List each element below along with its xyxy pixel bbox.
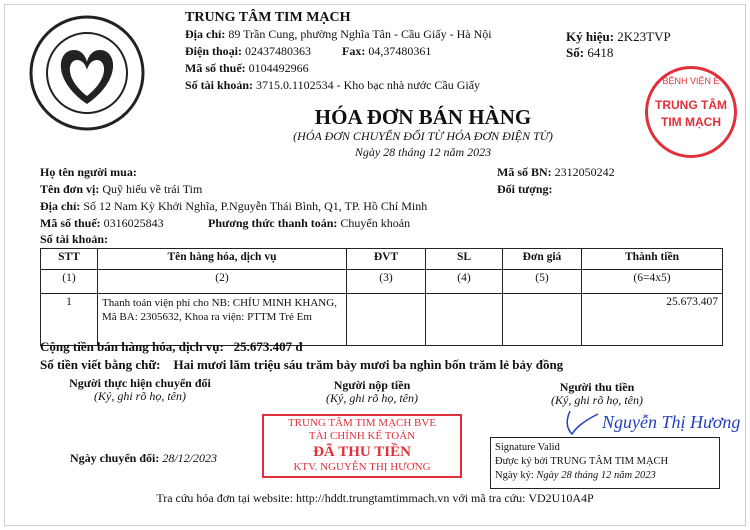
buyer-tax: 0316025843: [103, 216, 164, 230]
signer-payer: Người nộp tiền: [333, 378, 411, 392]
signer-receiver: Người thu tiền: [559, 380, 635, 394]
buyer-tax-label: Mã số thuế:: [40, 216, 101, 230]
object-label: Đối tượng:: [497, 182, 553, 196]
index-cell: (5): [503, 270, 582, 294]
signature-status: Signature Valid: [495, 442, 560, 453]
invoice-subtitle: (HÓA ĐƠN CHUYỂN ĐỔI TỪ HÓA ĐƠN ĐIỆN TỬ): [293, 129, 553, 143]
payment-method: Chuyển khoản: [340, 216, 411, 230]
index-cell: (3): [347, 270, 426, 294]
col-unit: ĐVT: [347, 249, 426, 270]
col-amount: Thành tiền: [582, 249, 723, 270]
index-cell: (2): [98, 270, 347, 294]
col-qty: SL: [426, 249, 503, 270]
signer-note: (Ký, ghi rõ họ, tên): [551, 393, 643, 408]
lookup-mid: với mã tra cứu:: [452, 491, 526, 505]
table-row: [41, 294, 723, 346]
seller-address: 89 Trần Cung, phường Nghĩa Tân - Cầu Giấy - Hà Nội: [228, 27, 492, 41]
words-label: Số tiền viết bằng chữ:: [40, 357, 161, 372]
invoice-date: Ngày 28 tháng 12 năm 2023: [354, 145, 492, 159]
signer-note: (Ký, ghi rõ họ, tên): [94, 389, 186, 404]
invoice-symbol: 2K23TVP: [617, 29, 671, 44]
conversion-label: Ngày chuyển đổi:: [70, 451, 160, 465]
unit-label: Tên đơn vị:: [40, 182, 100, 196]
buyer-unit: Quỹ hiếu về trái Tim: [102, 182, 203, 196]
seller-name: TRUNG TÂM TIM MẠCH: [185, 10, 351, 25]
col-desc: Tên hàng hóa, dịch vụ: [98, 249, 347, 270]
invoice-title: HÓA ĐƠN BÁN HÀNG: [314, 105, 532, 129]
buyer-address-label: Địa chỉ:: [40, 199, 81, 213]
number-label: Số:: [566, 45, 585, 60]
col-price: Đơn giá: [503, 249, 582, 270]
seller-fax: 04,37480361: [368, 44, 432, 58]
sign-date-label: Ngày ký:: [495, 470, 534, 482]
handwritten-signature: Nguyễn Thị Hương: [602, 412, 741, 432]
stamp-text: KTV. NGUYỄN THỊ HƯƠNG: [293, 461, 431, 474]
index-cell: (4): [426, 270, 503, 294]
signer-converter: Người thực hiện chuyển đổi: [69, 376, 211, 390]
address-label: Địa chỉ:: [185, 27, 226, 41]
col-stt: STT: [41, 249, 98, 270]
conversion-date: 28/12/2023: [162, 451, 218, 465]
phone-label: Điện thoại:: [185, 44, 242, 58]
seller-tax: 0104492966: [248, 61, 309, 75]
row-amount: 25.673.407: [582, 294, 723, 346]
row-stt: 1: [41, 294, 98, 346]
signer-note: (Ký, ghi rõ họ, tên): [326, 391, 418, 406]
row-desc: Thanh toán viện phí cho NB: CHÍU MINH KHANG, Mã BA: 2305632, Khoa ra viện: PTTM Trẻ Em: [98, 294, 347, 346]
digital-signature-box: [490, 437, 720, 489]
stamp-text: ĐÃ THU TIỀN: [313, 444, 411, 461]
buyer-name-label: Họ tên người mua:: [40, 165, 137, 179]
bn-label: Mã số BN:: [497, 165, 552, 179]
total-label: Cộng tiền bán hàng hóa, dịch vụ:: [40, 339, 224, 354]
row-qty: [426, 294, 503, 346]
tax-label: Mã số thuế:: [185, 61, 246, 75]
buyer-account-label: Số tài khoản:: [40, 232, 109, 246]
paid-stamp: [262, 414, 462, 478]
index-cell: (1): [41, 270, 98, 294]
sign-date: Ngày 28 tháng 12 năm 2023: [536, 470, 656, 482]
buyer-address: Số 12 Nam Kỳ Khởi Nghĩa, P.Nguyễn Thái Bình, Q1, TP. Hồ Chí Minh: [83, 199, 428, 213]
signature-scribble-icon: [560, 410, 600, 436]
invoice-number: 6418: [587, 45, 614, 60]
total-amount: 25.673.407 đ: [233, 339, 303, 354]
payment-label: Phương thức thanh toán:: [208, 216, 338, 230]
row-price: [503, 294, 582, 346]
stamp-text: TRUNG TÂM TIM MẠCH BVE: [287, 417, 437, 429]
total-in-words: Hai mươi lăm triệu sáu trăm bảy mươi ba nghìn bốn trăm lẻ bảy đồng: [173, 357, 564, 372]
items-table: [40, 248, 723, 346]
index-cell: (6=4x5): [582, 270, 723, 294]
index-row: [41, 270, 723, 294]
table-header: [41, 249, 723, 270]
round-stamp: [645, 66, 737, 158]
account-label: Số tài khoản:: [185, 78, 254, 92]
stamp-text: BỆNH VIỆN E: [662, 76, 720, 86]
lookup-prefix: Tra cứu hóa đơn tại website:: [156, 491, 294, 505]
fax-label: Fax:: [342, 44, 366, 58]
symbol-label: Ký hiệu:: [566, 29, 615, 44]
lookup-code: VD2U10A4P: [528, 491, 594, 505]
patient-number: 2312050242: [554, 165, 615, 179]
seller-phone: 02437480363: [245, 44, 311, 58]
stamp-text: TRUNG TÂM: [655, 98, 727, 112]
seller-account: 3715.0.1102534 - Kho bạc nhà nước Cầu Giấy: [256, 78, 481, 92]
signature-signer: Được ký bởi TRUNG TÂM TIM MẠCH: [495, 456, 669, 468]
stamp-text: TIM MẠCH: [661, 115, 721, 129]
stamp-text: TÀI CHÍNH KẾ TOÁN: [308, 430, 416, 443]
lookup-url-link[interactable]: http://hddt.trungtamtimmach.vn: [296, 491, 450, 505]
row-unit: [347, 294, 426, 346]
